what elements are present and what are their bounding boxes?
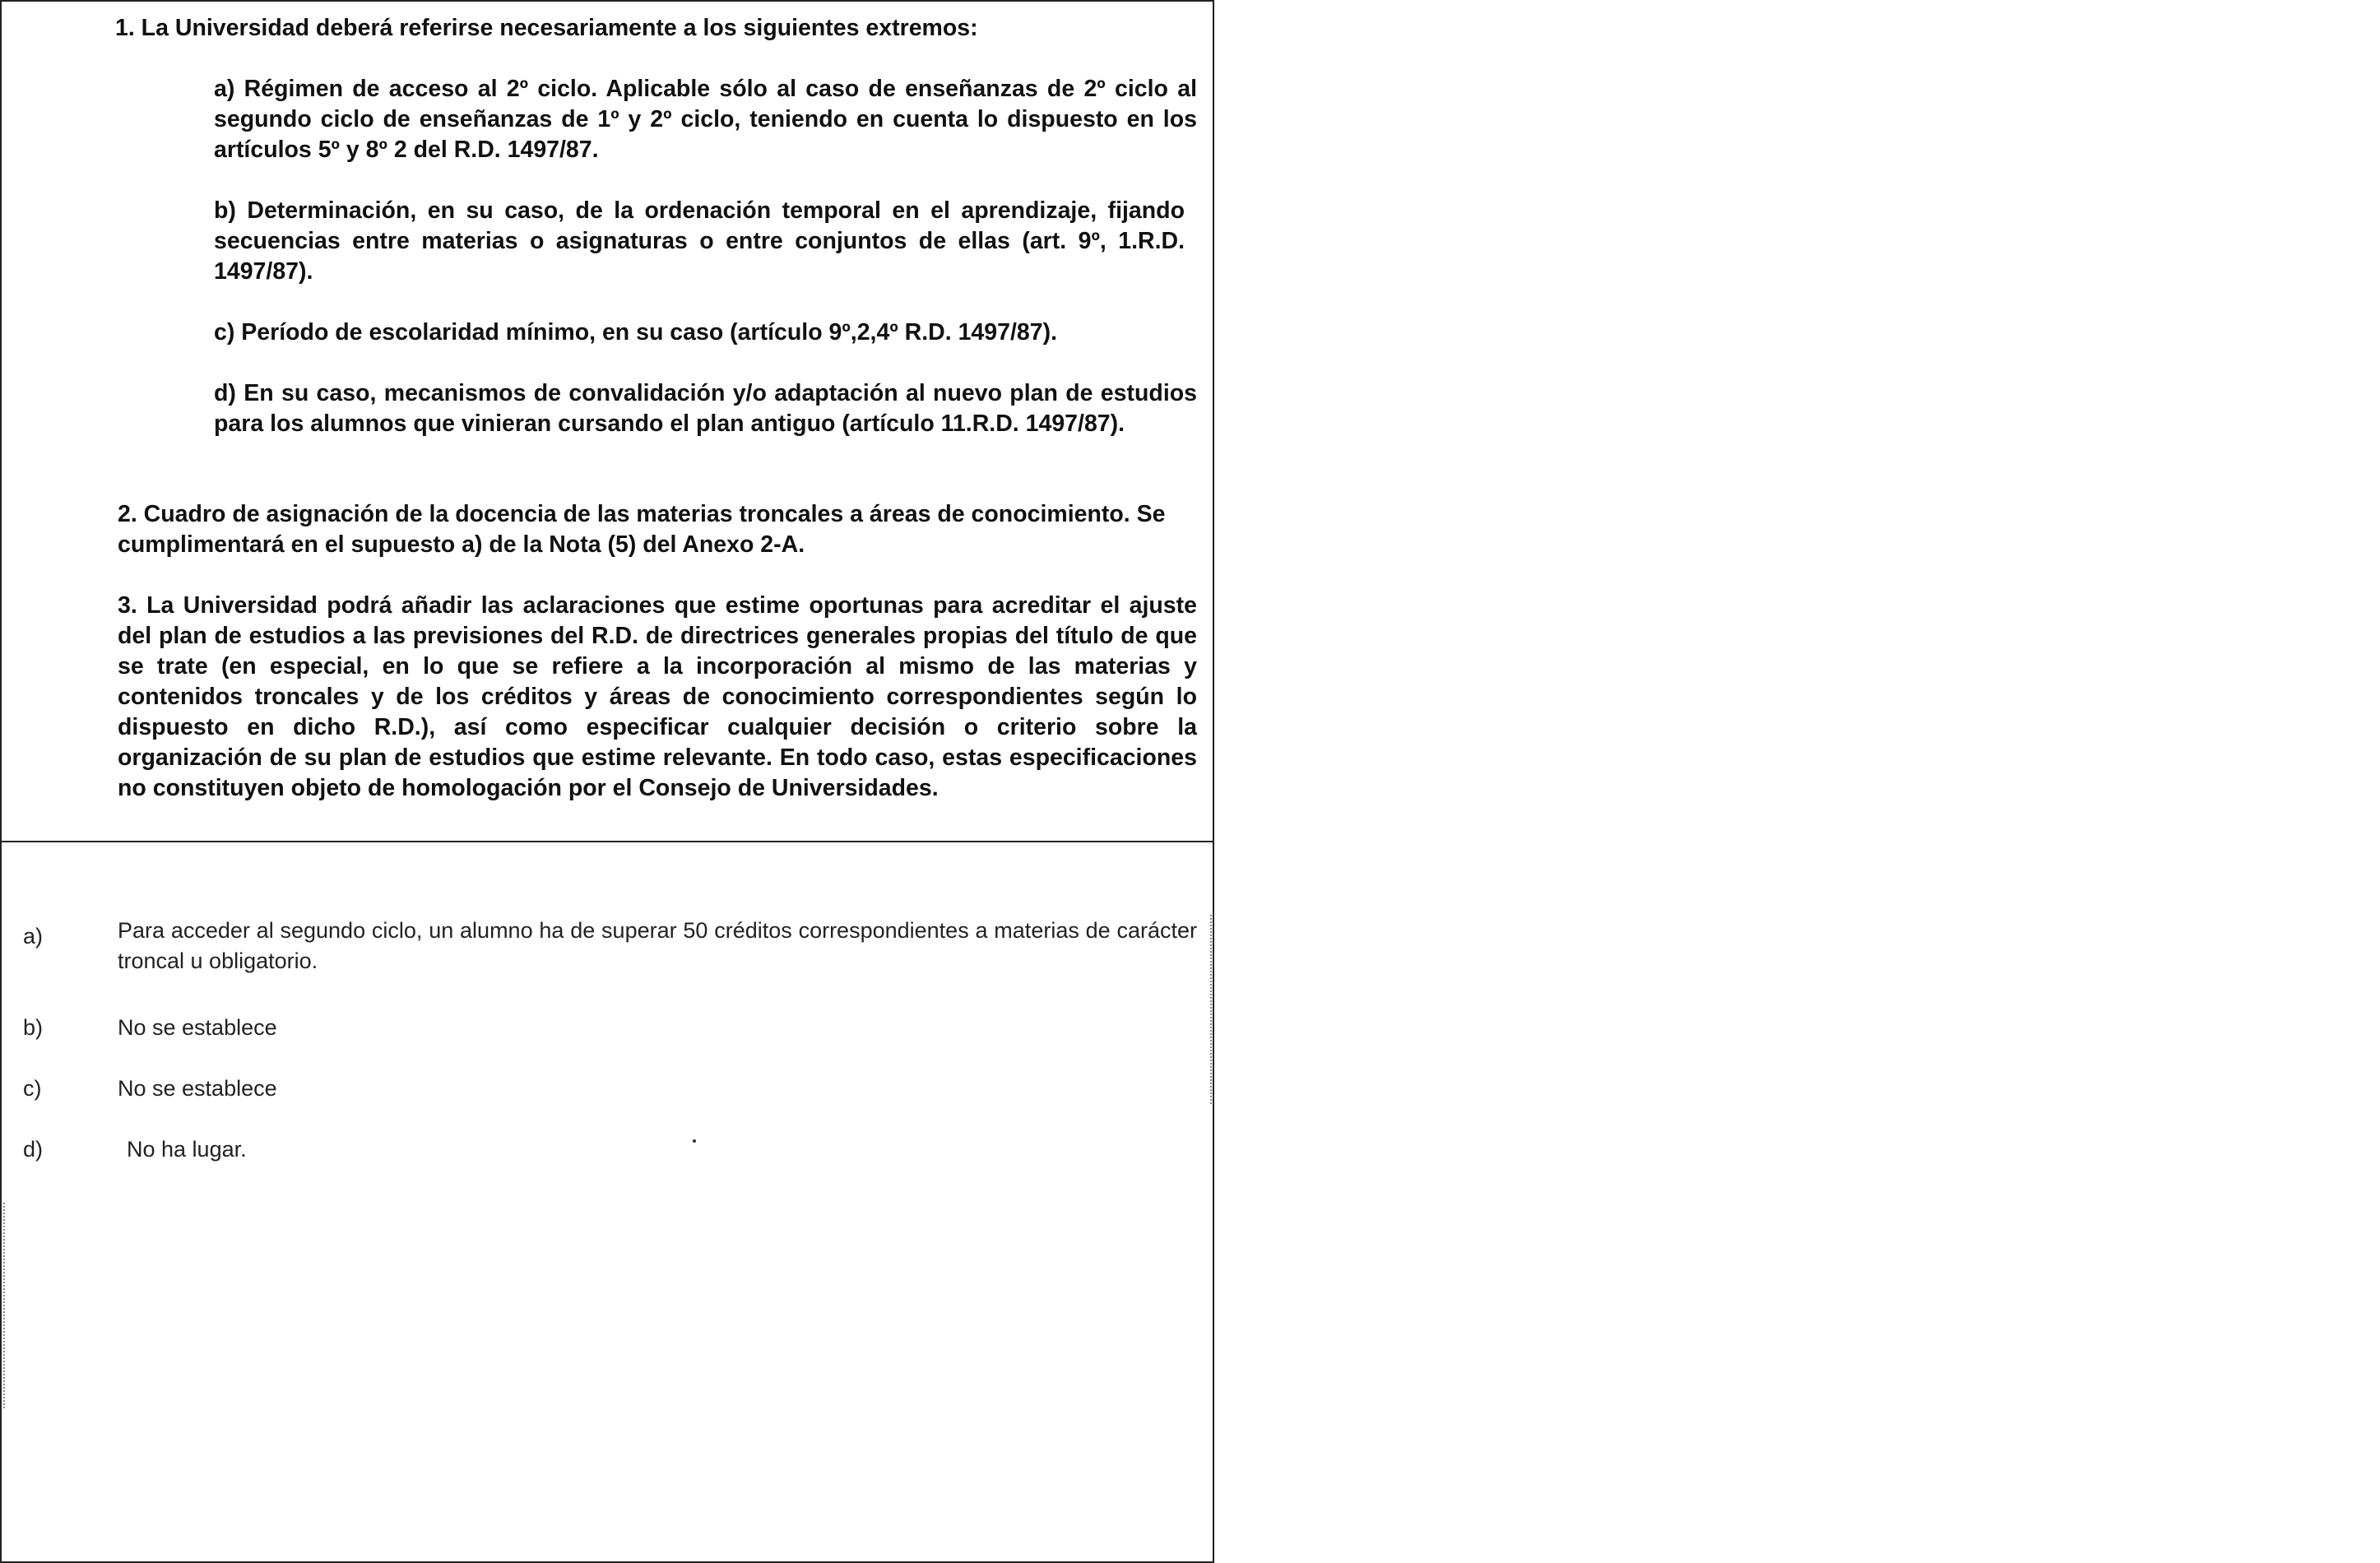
response-text-d: No ha lugar. — [127, 1137, 247, 1162]
item-2: 2. Cuadro de asignación de la docencia de las materias troncales a áreas de conocimiento. Se cumplimentará en el supuesto a) de la Nota (5) del Anexo 2-A. — [118, 501, 1166, 558]
scan-artifact-dots — [1210, 915, 1212, 1104]
response-label-a: a) — [23, 924, 44, 948]
response-text-b: No se establece — [118, 1015, 277, 1040]
response-label-c: c) — [23, 1076, 42, 1101]
item-1-d: d) En su caso, mecanismos de convalidación y/o adaptación al nuevo plan de estudios para los alumnos que vinieran cursando el plan antiguo (artículo 11.R.D. 1497/87). — [214, 380, 1197, 437]
instructions-box — [2, 2, 1213, 842]
scan-artifact-dots-left — [3, 1203, 5, 1408]
response-label-d: d) — [23, 1137, 44, 1162]
item-1-intro: 1. La Universidad deberá referirse necesariamente a los siguientes extremos: — [115, 15, 978, 41]
item-1-b: b) Determinación, en su caso, de la ordenación temporal en el aprendizaje, fijando secuencias entre materias o asignaturas o entre conjuntos de ellas (art. 9º, 1.R.D. 1497/87). — [214, 197, 1185, 285]
item-1-a: a) Régimen de acceso al 2º ciclo. Aplicable sólo al caso de enseñanzas de 2º ciclo al segundo ciclo de enseñanzas de 1º y 2º ciclo, teniendo en cuenta lo dispuesto en los artículos 5º y 8º 2 del R.D. 1497/87. — [214, 76, 1197, 163]
response-text-a: Para acceder al segundo ciclo, un alumno ha de superar 50 créditos correspondientes a materias de carácter troncal u obligatorio. — [118, 918, 1197, 973]
scan-artifact-speck — [693, 1139, 696, 1143]
response-label-b: b) — [23, 1015, 44, 1040]
response-text-c: No se establece — [118, 1076, 277, 1101]
item-3: 3. La Universidad podrá añadir las aclaraciones que estime oportunas para acreditar el ajuste del plan de estudios a las previsiones del R.D. de directrices generales propias del título de que se trate (en especial, en lo que se refiere a la incorporación al mismo de las materias y contenidos troncales y de los créditos y áreas de conocimiento correspondientes según lo dispuesto en dicho R.D.), así como especificar cualquier decisión o criterio sobre la organización de su plan de estudios que estime relevante. En todo caso, estas especificaciones no constituyen objeto de homologación por el Consejo de Universidades. — [118, 592, 1197, 801]
item-1-c: c) Período de escolaridad mínimo, en su caso (artículo 9º,2,4º R.D. 1497/87). — [214, 319, 1057, 346]
